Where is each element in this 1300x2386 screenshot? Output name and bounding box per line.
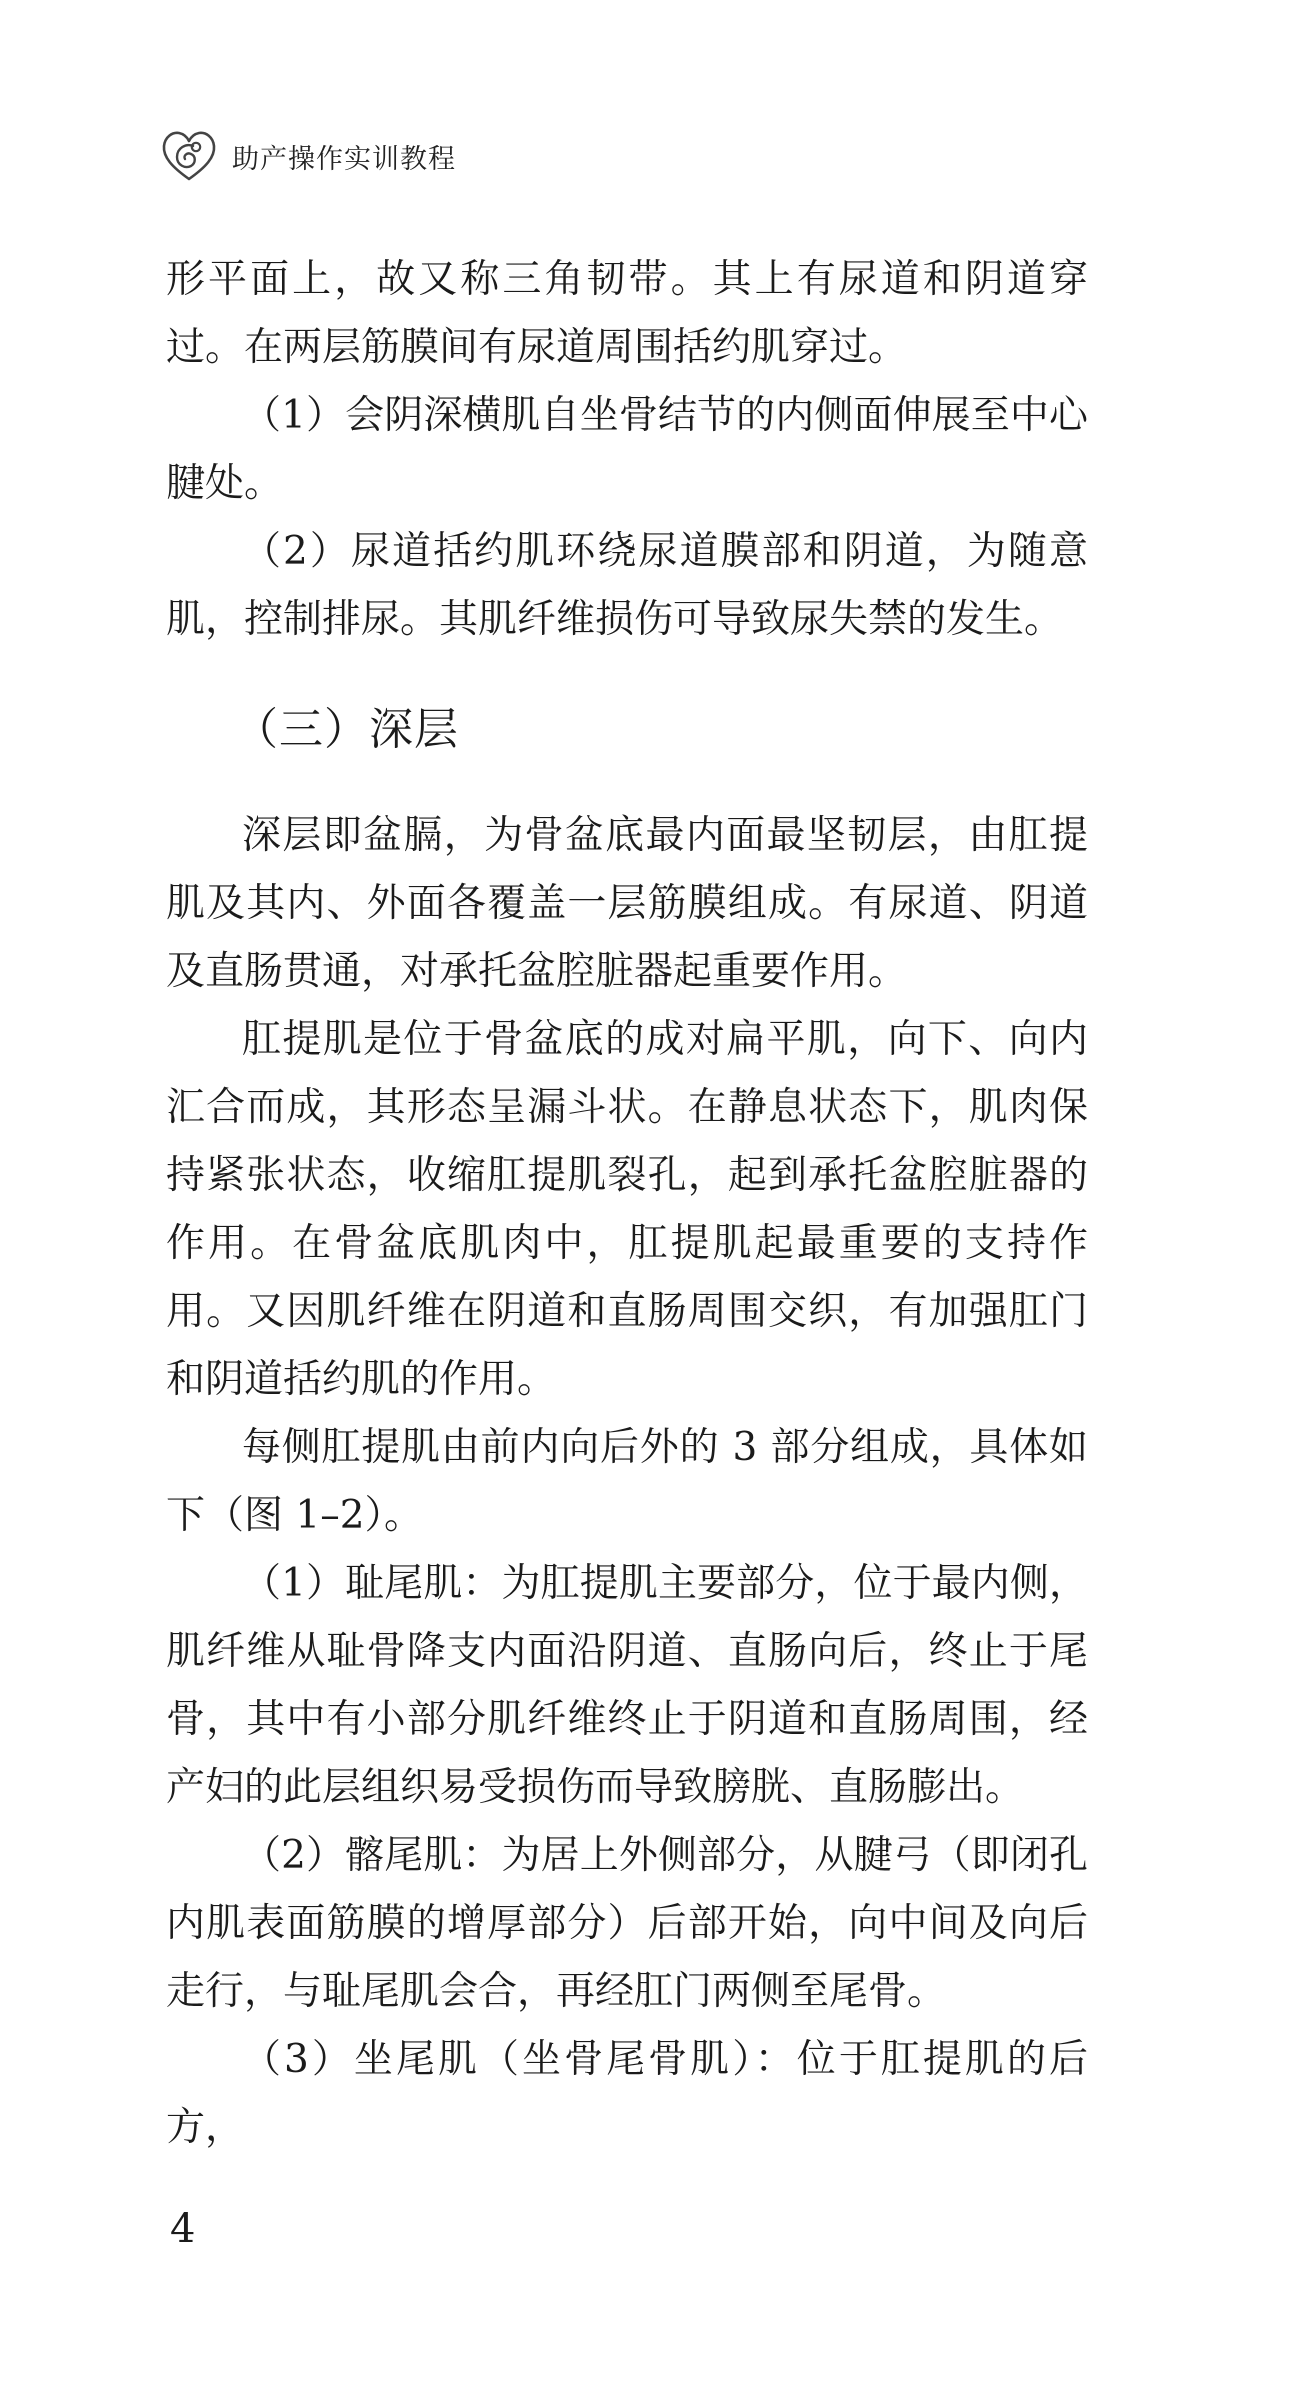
paragraph: （1）会阴深横肌自坐骨结节的内侧面伸展至中心腱处。	[166, 393, 1088, 506]
paragraph: 形平面上，故又称三角韧带。其上有尿道和阴道穿过。在两层筋膜间有尿道周围括约肌穿过。	[166, 257, 1088, 370]
paragraph: （2）尿道括约肌环绕尿道膜部和阴道，为随意肌，控制排尿。其肌纤维损伤可导致尿失禁的发生。	[166, 529, 1088, 642]
paragraph: （2）髂尾肌：为居上外侧部分，从腱弓（即闭孔内肌表面筋膜的增厚部分）后部开始，向中间及向后走行，与耻尾肌会合，再经肛门两侧至尾骨。	[166, 1833, 1088, 2014]
paragraph: （1）耻尾肌：为肛提肌主要部分，位于最内侧，肌纤维从耻骨降支内面沿阴道、直肠向后，终止于尾骨，其中有小部分肌纤维终止于阴道和直肠周围，经产妇的此层组织易受损伤而导致膀胱、直肠膨出。	[166, 1561, 1088, 1810]
page-body	[166, 246, 1088, 2162]
page-number: 4	[170, 2206, 196, 2252]
paragraph: （3）坐尾肌（坐骨尾骨肌）：位于肛提肌的后方，	[166, 2037, 1088, 2150]
paragraph: 深层即盆膈，为骨盆底最内面最坚韧层，由肛提肌及其内、外面各覆盖一层筋膜组成。有尿道、阴道及直肠贯通，对承托盆腔脏器起重要作用。	[166, 813, 1088, 994]
book-title: 助产操作实训教程	[232, 143, 456, 175]
section-heading: （三）深层	[234, 704, 459, 755]
heart-baby-icon	[160, 129, 218, 183]
running-header	[160, 128, 456, 184]
paragraph: 肛提肌是位于骨盆底的成对扁平肌，向下、向内汇合而成，其形态呈漏斗状。在静息状态下，肌肉保持紧张状态，收缩肛提肌裂孔，起到承托盆腔脏器的作用。在骨盆底肌肉中，肛提肌起最重要的支持作用。又因肌纤维在阴道和直肠周围交织，有加强肛门和阴道括约肌的作用。	[166, 1017, 1088, 1402]
paragraph: 每侧肛提肌由前内向后外的 3 部分组成，具体如下（图 1–2）。	[166, 1425, 1088, 1538]
